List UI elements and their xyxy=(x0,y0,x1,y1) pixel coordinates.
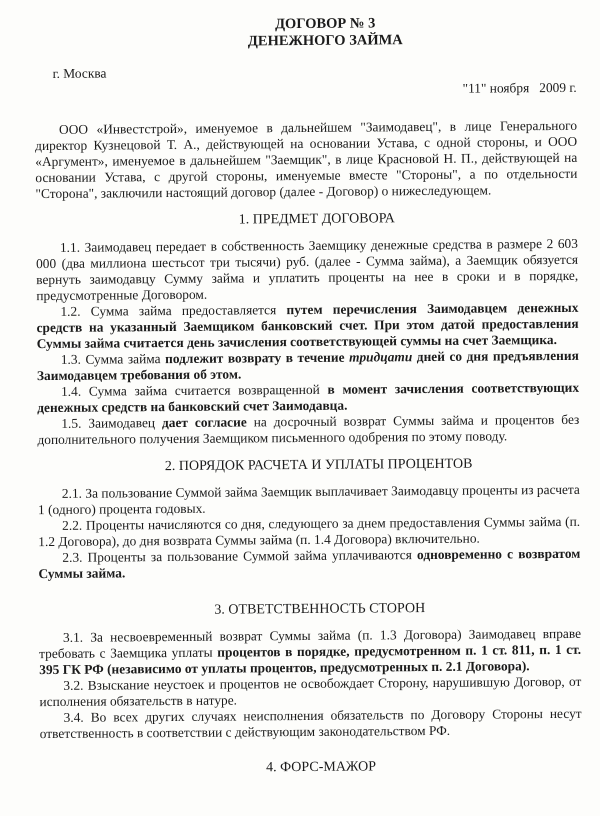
clause-2-3: 2.3. Проценты за пользование Суммой займа уплачиваются одновременно с возвратом Суммы займа. xyxy=(38,545,581,582)
clause-3-2: 3.2. Взыскание неустоек и процентов не освобождает Сторону, нарушившую Договор, от исполнения обязательств в натуре. xyxy=(39,673,582,710)
document-title: ДОГОВОР № 3 xyxy=(274,15,376,33)
contract-date: "11" ноября 2009 г. xyxy=(462,79,577,96)
clause-3-4: 3.4. Во всех других случаях неисполнения обязательств по Договору Стороны несут ответственность в соответствии с действующим законодательством РФ. xyxy=(39,705,582,742)
clause-1-1: 1.1. Заимодавец передает в собственность Заемщику денежные средства в размере 2 603 000 (два миллиона шестьсот три тысячи) руб. (далее - Сумма займа), а Заемщик обязуется вернуть заимодавцу Сумму займа и уплатить проценты на нее в сроки и в порядке, предусмотренные Договором. xyxy=(36,235,579,304)
clause-1-2: 1.2. Сумма займа предоставляется путем перечисления Заимодавцем денежных средств на указанный Заемщиком банковский счет. При этом датой предоставления Суммы займа считается день зачисления соответствующей суммы на счет Заемщика. xyxy=(36,299,579,352)
section-4-title: 4. ФОРС-МАЖОР xyxy=(265,759,377,776)
document-subtitle: ДЕНЕЖНОГО ЗАЙМА xyxy=(247,32,403,50)
section-2-title: 2. ПОРЯДОК РАСЧЕТА И УПЛАТЫ ПРОЦЕНТОВ xyxy=(164,456,473,475)
clause-1-3: 1.3. Сумма займа подлежит возврату в течение тридцати дней со дня предъявления Заимодавцем требования об этом. xyxy=(36,347,579,384)
section-3-title: 3. ОТВЕТСТВЕННОСТЬ СТОРОН xyxy=(214,601,426,618)
clause-1-5: 1.5. Заимодавец дает согласие на досрочный возврат Суммы займа и процентов без дополнительного получения Заемщиком письменного одобрения по этому поводу. xyxy=(37,411,580,448)
clause-1-4: 1.4. Сумма займа считается возвращенной в момент зачисления соответствующих денежных средств на банковский счет Заимодавца. xyxy=(37,379,580,416)
city: г. Москва xyxy=(52,65,107,81)
city-date-row xyxy=(34,48,576,96)
preamble: ООО «Инвестстрой», именуемое в дальнейшем "Заимодавец", в лице Генерального директор Кузнецовой Т. А., действующей на основании Устава, с одной стороны, и ООО «Аргумент», именуемое в дальнейшем "Заемщик", в лице Красновой Н. П., действующей на основании Устава, с другой стороны, именуемые вместе "Стороны", а по отдельности "Сторона", заключили настоящий договор (далее - Договор) о нижеследующем. xyxy=(35,117,578,202)
clause-3-1: 3.1. За несвоевременный возврат Суммы займа (п. 1.3 Договора) Заимодавец вправе требовать с Заемщика уплаты процентов в порядке, предусмотренном п. 1 ст. 811, п. 1 ст. 395 ГК РФ (независимо от уплаты процентов, предусмотренных п. 2.1 Договора). xyxy=(39,625,582,678)
section-1-title: 1. ПРЕДМЕТ ДОГОВОРА xyxy=(238,211,395,228)
clause-2-2: 2.2. Проценты начисляются со дня, следующего за днем предоставления Суммы займа (п. 1.2 Договора), до дня возврата Суммы займа (п. 1.4 Договора) включительно. xyxy=(38,513,581,550)
clause-2-1: 2.1. За пользование Суммой займа Заемщик выплачивает Заимодавцу проценты из расчета 1 (одного) процента годовых. xyxy=(37,481,580,518)
